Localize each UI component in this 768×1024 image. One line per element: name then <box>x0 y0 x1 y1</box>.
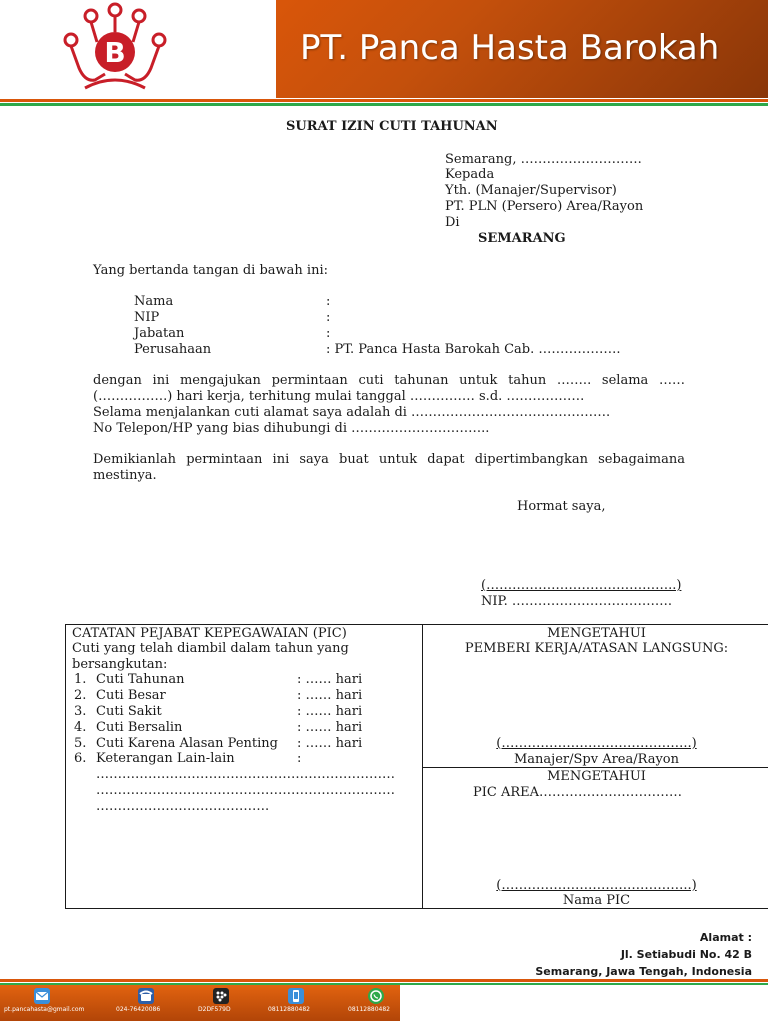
leave-item-label: Cuti Sakit <box>96 704 162 719</box>
leave-item-label: Keterangan Lain-lain <box>96 751 235 766</box>
leave-item-value[interactable]: : …… hari <box>297 736 363 751</box>
leave-item-value[interactable]: : …… hari <box>297 704 363 719</box>
address-line-2: Semarang, Jawa Tengah, Indonesia <box>535 965 752 978</box>
header-divider-green <box>0 103 768 106</box>
recipient-to: Kepada <box>445 167 495 182</box>
leave-item-value[interactable]: : …… hari <box>297 720 363 735</box>
notes-dots-line-2[interactable]: …………………………………………………………… <box>96 783 395 798</box>
leave-item-num: 5. <box>74 736 87 751</box>
email-icon <box>34 988 50 1004</box>
body-line-2: (…………….) hari kerja, terhitung mulai tanggal …………… s.d. ……………… <box>93 389 585 404</box>
regards: Hormat saya, <box>517 499 606 514</box>
signature-nip[interactable]: NIP. ………………………………. <box>481 594 673 609</box>
field-name-label: Nama <box>134 294 174 309</box>
leave-item-num: 3. <box>74 704 87 719</box>
field-jabatan-label: Jabatan <box>134 326 185 341</box>
address-line-1: Jl. Setiabudi No. 42 B <box>620 948 752 961</box>
leave-item-num: 1. <box>74 672 87 687</box>
address-label: Alamat : <box>699 931 752 944</box>
recipient-company: PT. PLN (Persero) Area/Rayon <box>445 199 644 214</box>
approval-signature[interactable]: (……………………………………..) <box>496 736 697 751</box>
body-line-1: dengan ini mengajukan permintaan cuti tahunan untuk tahun …….. selama …… <box>93 373 685 388</box>
notes-dots-line-3[interactable]: …………………………………. <box>96 799 270 814</box>
email-text[interactable]: pt.pancahasta@gmail.com <box>4 1006 85 1013</box>
leave-item-label: Cuti Tahunan <box>96 672 185 687</box>
phone-text[interactable]: 024-76420086 <box>116 1006 161 1013</box>
leave-item-label: Cuti Karena Alasan Penting <box>96 736 278 751</box>
field-company-label: Perusahaan <box>134 342 212 357</box>
footer-contact-bar <box>0 985 400 1021</box>
approval-title: MENGETAHUI <box>547 626 646 641</box>
mobile-text[interactable]: 08112880482 <box>268 1006 310 1013</box>
closing-line-1: Demikianlah permintaan ini saya buat untuk dapat dipertimbangkan sebagaimana <box>93 452 685 467</box>
pic-desc-line-2: bersangkutan: <box>72 657 168 672</box>
body-line-4: No Telepon/HP yang bias dihubungi di ………………………….. <box>93 421 490 436</box>
leave-item-value[interactable]: : …… hari <box>297 688 363 703</box>
leave-item-label: Cuti Besar <box>96 688 166 703</box>
leave-item-num: 6. <box>74 751 87 766</box>
header-divider-orange <box>0 99 768 102</box>
pic-desc-line-1: Cuti yang telah diambil dalam tahun yang <box>72 641 349 656</box>
footer-divider-orange <box>0 979 768 982</box>
whatsapp-icon <box>368 988 384 1004</box>
field-nip-label: NIP <box>134 310 160 325</box>
body-line-3: Selama menjalankan cuti alamat saya adalah di ………………………………………. <box>93 405 611 420</box>
notes-dots-line-1[interactable]: …………………………………………………………… <box>96 767 395 782</box>
leave-item-label: Cuti Bersalin <box>96 720 183 735</box>
field-nip-value[interactable]: : <box>326 310 331 325</box>
blackberry-icon <box>213 988 229 1004</box>
company-logo <box>55 2 175 94</box>
phone-icon <box>138 988 154 1004</box>
signature-name[interactable]: (……………………………………..) <box>481 578 682 593</box>
recipient-yth: Yth. (Manajer/Supervisor) <box>445 183 617 198</box>
logo-letter: B <box>104 36 126 69</box>
company-name: PT. Panca Hasta Barokah <box>300 28 720 68</box>
recipient-di: Di <box>445 215 460 230</box>
leave-item-value[interactable]: : …… hari <box>297 672 363 687</box>
field-jabatan-value[interactable]: : <box>326 326 331 341</box>
field-name-value[interactable]: : <box>326 294 331 309</box>
approval-subtitle: PEMBERI KERJA/ATASAN LANGSUNG: <box>464 641 729 656</box>
whatsapp-text[interactable]: 08112880482 <box>348 1006 390 1013</box>
blackberry-pin-text[interactable]: D2DF579D <box>198 1006 231 1013</box>
leave-item-num: 2. <box>74 688 87 703</box>
field-company-value[interactable]: : PT. Panca Hasta Barokah Cab. ………………. <box>326 342 621 357</box>
leave-item-value[interactable]: : <box>297 751 302 766</box>
pic-approval-role: Nama PIC <box>562 893 631 908</box>
recipient-city: SEMARANG <box>478 231 566 246</box>
city-date: Semarang, ………………………. <box>445 152 642 167</box>
approval-role: Manajer/Spv Area/Rayon <box>513 752 679 767</box>
pic-approval-signature[interactable]: (……………………………………..) <box>496 878 697 893</box>
mobile-icon <box>288 988 304 1004</box>
closing-line-2: mestinya. <box>93 468 157 483</box>
pic-title: CATATAN PEJABAT KEPEGAWAIAN (PIC) <box>72 626 347 641</box>
leave-item-num: 4. <box>74 720 87 735</box>
pic-approval-title: MENGETAHUI <box>547 769 646 784</box>
letter-title: SURAT IZIN CUTI TAHUNAN <box>286 119 498 134</box>
pic-approval-subtitle[interactable]: PIC AREA…………………………… <box>473 785 683 800</box>
intro-text: Yang bertanda tangan di bawah ini: <box>93 263 328 278</box>
